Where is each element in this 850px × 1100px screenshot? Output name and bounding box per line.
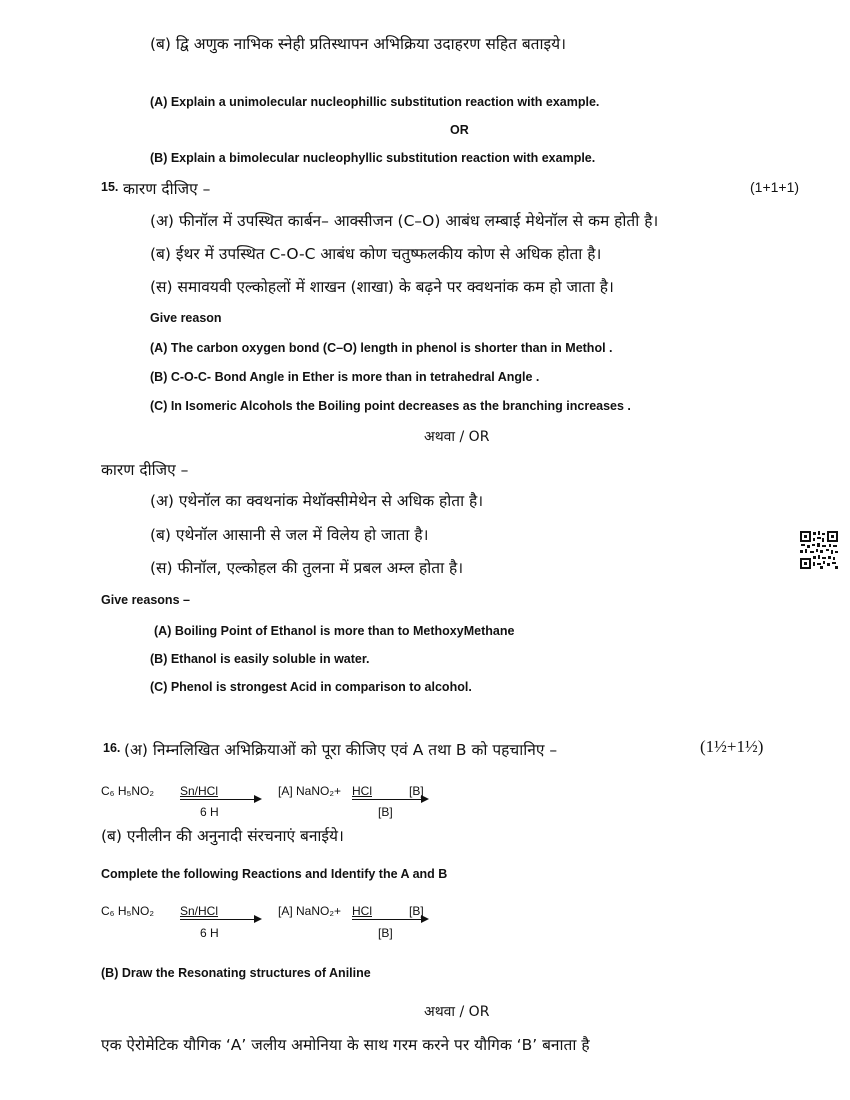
- q15-alt-title-hindi: कारण दीजिए –: [101, 461, 189, 479]
- q15-english-a: (A) The carbon oxygen bond (C–O) length in phenol is shorter than in Methol .: [150, 341, 613, 355]
- reagent-bottom: 6 H: [200, 926, 219, 940]
- product-bottom: [B]: [378, 926, 393, 940]
- q16-hindi-b: (ब) एनीलीन की अनुनादी संरचनाएं बनाईये।: [101, 827, 344, 845]
- q15-english-b: (B) C-O-C- Bond Angle in Ether is more than in tetrahedral Angle .: [150, 370, 540, 384]
- product-top: [B]: [409, 904, 424, 918]
- q15-alt-english-c: (C) Phenol is strongest Acid in comparison to alcohol.: [150, 680, 472, 694]
- q15-alt-hindi-b: (ब) एथेनॉल आसानी से जल में विलेय हो जाता है।: [150, 526, 429, 544]
- reaction-arrow: [180, 919, 260, 920]
- reagent-bottom: 6 H: [200, 805, 219, 819]
- q15-alt-english-b: (B) Ethanol is easily soluble in water.: [150, 652, 370, 666]
- reaction-arrow-2: [352, 919, 427, 920]
- reagent2-top: HCl: [352, 784, 372, 798]
- q15-alt-english-a: (A) Boiling Point of Ethanol is more than to MethoxyMethane: [154, 624, 515, 638]
- q16-or-label: अथवा / OR: [424, 1004, 490, 1020]
- intermediate: [A] NaNO₂+: [278, 784, 342, 798]
- q15-hindi-c: (स) समावयवी एल्कोहलों में शाखन (शाखा) के बढ़ने पर क्वथनांक कम हो जाता है।: [150, 278, 614, 296]
- q16-alt-hindi: एक ऐरोमेटिक यौगिक ‘A’ जलीय अमोनिया के साथ गरम करने पर यौगिक ‘B’ बनाता है: [101, 1036, 590, 1054]
- q14-or: OR: [450, 123, 469, 137]
- q15-hindi-b: (ब) ईथर में उपस्थित C-O-C आबंध कोण चतुष्फलकीय कोण से अधिक होता है।: [150, 245, 602, 263]
- q15-english-c: (C) In Isomeric Alcohols the Boiling point decreases as the branching increases .: [150, 399, 631, 413]
- q15-alt-hindi-a: (अ) एथेनॉल का क्वथनांक मेथॉक्सीमेथेन से अधिक होता है।: [150, 492, 484, 510]
- q15-or-label: अथवा / OR: [424, 429, 490, 445]
- product-bottom: [B]: [378, 805, 393, 819]
- reactant: C₆ H₅NO₂: [101, 904, 154, 918]
- q15-number: 15.: [101, 180, 119, 194]
- product-top: [B]: [409, 784, 424, 798]
- reaction-arrow: [180, 799, 260, 800]
- reagent2-top: HCl: [352, 904, 372, 918]
- reaction-arrow-2: [352, 799, 427, 800]
- q15-english-title: Give reason: [150, 311, 222, 325]
- reagent-top: Sn/HCl: [180, 904, 219, 918]
- q16-number: 16.: [103, 741, 121, 755]
- qr-code-icon: [799, 530, 839, 570]
- q14-english-a: (A) Explain a unimolecular nucleophillic substitution reaction with example.: [150, 95, 600, 109]
- q14-hindi-b: (ब) द्वि अणुक नाभिक स्नेही प्रतिस्थापन अभिक्रिया उदाहरण सहित बताइये।: [150, 35, 567, 53]
- q15-title-hindi: कारण दीजिए –: [123, 180, 211, 198]
- reactant: C₆ H₅NO₂: [101, 784, 154, 798]
- q15-alt-english-title: Give reasons –: [101, 593, 190, 607]
- q16-title-hindi: (अ) निम्नलिखित अभिक्रियाओं को पूरा कीजिए एवं A तथा B को पहचानिए –: [124, 741, 558, 759]
- intermediate: [A] NaNO₂+: [278, 904, 342, 918]
- q15-alt-hindi-c: (स) फीनॉल, एल्कोहल की तुलना में प्रबल अम्ल होता है।: [150, 559, 464, 577]
- reagent-top: Sn/HCl: [180, 784, 219, 798]
- q16-english-title: Complete the following Reactions and Identify the A and B: [101, 867, 448, 881]
- q15-marks: (1+1+1): [750, 179, 800, 195]
- q16-english-b: (B) Draw the Resonating structures of Aniline: [101, 966, 371, 980]
- q16-marks: (1½+1½): [700, 737, 764, 756]
- q15-hindi-a: (अ) फीनॉल में उपस्थित कार्बन– आक्सीजन (C–O) आबंध लम्बाई मेथेनॉल से कम होती है।: [150, 212, 659, 230]
- q14-english-b: (B) Explain a bimolecular nucleophyllic substitution reaction with example.: [150, 151, 596, 165]
